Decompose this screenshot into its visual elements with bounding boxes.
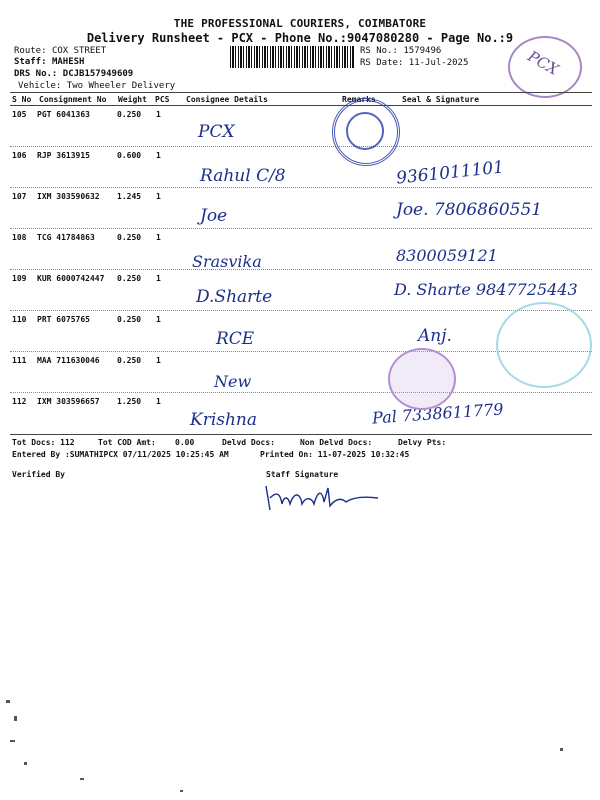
col-sno: S No [12,95,32,104]
tot-docs: Tot Docs: 112 [12,438,75,447]
row-divider [10,228,592,229]
vehicle-value: Two Wheeler Delivery [66,81,176,91]
seal-handwriting: Joe. 7806860551 [396,200,543,220]
rs-date-line [360,58,468,68]
delivery-stamp-blue-inner [346,112,384,150]
row-pcs: 1 [156,233,161,242]
row-divider [10,187,592,188]
col-weight: Weight [118,95,147,104]
consignee-handwriting: PCX [198,122,235,142]
drs-line [14,69,133,79]
route-label: Route: [14,46,47,56]
vehicle-line [18,81,175,91]
rs-date-value: 11-Jul-2025 [408,58,469,68]
row-consignment: KUR 6000742447 [37,274,105,283]
header-top-rule [10,92,592,93]
row-pcs: 1 [156,356,161,365]
row-weight: 0.600 [117,151,142,160]
scan-speck [14,716,17,721]
row-weight: 1.250 [117,397,142,406]
rs-date-label: RS Date: [360,58,404,68]
seal-handwriting: D. Sharte 9847725443 [394,280,578,299]
drs-label: DRS No.: [14,69,58,79]
row-sno: 110 [12,315,27,324]
row-sno: 106 [12,151,27,160]
consignee-handwriting: New [214,372,252,391]
seal-handwriting: Pal 7338611779 [371,399,505,428]
tot-cod-label: Tot COD Amt: [98,438,156,447]
drs-value: DCJB157949609 [62,69,134,79]
consignee-handwriting: Joe [200,206,228,226]
consignee-handwriting: Srasvika [192,252,262,271]
runsheet-subtitle: Delivery Runsheet - PCX - Phone No.:9047080280 - Page No.:9 [86,31,514,45]
col-consignee: Consignee Details [186,95,268,104]
scan-speck [6,700,10,703]
seal-handwriting: Anj. [418,326,452,346]
row-sno: 111 [12,356,27,365]
row-consignment: RJP 3613915 [37,151,90,160]
barcode [230,46,354,68]
verified-by: Verified By [12,470,65,479]
col-seal: Seal & Signature [402,95,480,104]
scan-speck [80,778,84,780]
delivery-stamp-cyan [496,302,592,388]
row-pcs: 1 [156,315,161,324]
non-delvd-docs: Non Delvd Docs: [300,438,373,447]
scan-speck [10,740,15,742]
row-pcs: 1 [156,397,161,406]
entered-by: Entered By :SUMATHIPCX 07/11/2025 10:25:45 AM [12,450,229,459]
row-weight: 0.250 [117,233,142,242]
row-pcs: 1 [156,192,161,201]
row-pcs: 1 [156,110,161,119]
row-weight: 0.250 [117,274,142,283]
seal-handwriting: 9361011101 [395,157,505,189]
rs-no-label: RS No.: [360,46,398,56]
row-weight: 0.250 [117,315,142,324]
consignee-handwriting: D.Sharte [196,287,273,307]
row-divider [10,392,592,393]
printed-on: Printed On: 11-07-2025 10:32:45 [260,450,410,459]
company-title: THE PROFESSIONAL COURIERS, COIMBATORE [173,17,427,30]
rs-no-line [360,46,441,56]
row-consignment: IXM 303596657 [37,397,100,406]
row-divider [10,146,592,147]
tot-cod-value: 0.00 [175,438,195,447]
row-weight: 1.245 [117,192,142,201]
staff-signature-label: Staff Signature [266,470,339,479]
row-weight: 0.250 [117,110,142,119]
row-sno: 107 [12,192,27,201]
pcx-stamp-text: PCX [524,47,562,79]
row-sno: 109 [12,274,27,283]
staff-label: Staff: [14,57,47,67]
col-remarks: Remarks [342,95,376,104]
delivery-stamp-purple [388,348,456,410]
row-sno: 108 [12,233,27,242]
seal-handwriting: 8300059121 [396,246,498,265]
col-consignment: Consignment No [39,95,107,104]
scan-speck [180,790,183,792]
row-divider [10,269,592,270]
row-sno: 112 [12,397,27,406]
row-pcs: 1 [156,274,161,283]
staff-value: MAHESH [51,57,85,67]
vehicle-label: Vehicle: [18,81,62,91]
route-line [14,46,106,56]
row-consignment: TCG 41784863 [37,233,95,242]
staff-line [14,57,84,67]
consignee-handwriting: RCE [216,329,255,349]
consignee-handwriting: Krishna [190,410,258,430]
row-consignment: IXM 303590632 [37,192,100,201]
scan-speck [560,748,563,751]
staff-signature [262,480,382,514]
row-consignment: MAA 711630046 [37,356,100,365]
consignee-handwriting: Rahul C/8 [200,166,286,186]
route-value: COX STREET [51,46,107,56]
row-consignment: PGT 6041363 [37,110,90,119]
row-consignment: PRT 6075765 [37,315,90,324]
delvy-pts: Delvy Pts: [398,438,447,447]
delvd-docs: Delvd Docs: [222,438,275,447]
row-pcs: 1 [156,151,161,160]
header-bottom-rule [10,105,592,106]
row-weight: 0.250 [117,356,142,365]
col-pcs: PCS [155,95,170,104]
scan-speck [24,762,27,765]
row-sno: 105 [12,110,27,119]
rs-no-value: 1579496 [403,46,442,56]
table-bottom-rule [10,434,592,435]
row-divider [10,310,592,311]
